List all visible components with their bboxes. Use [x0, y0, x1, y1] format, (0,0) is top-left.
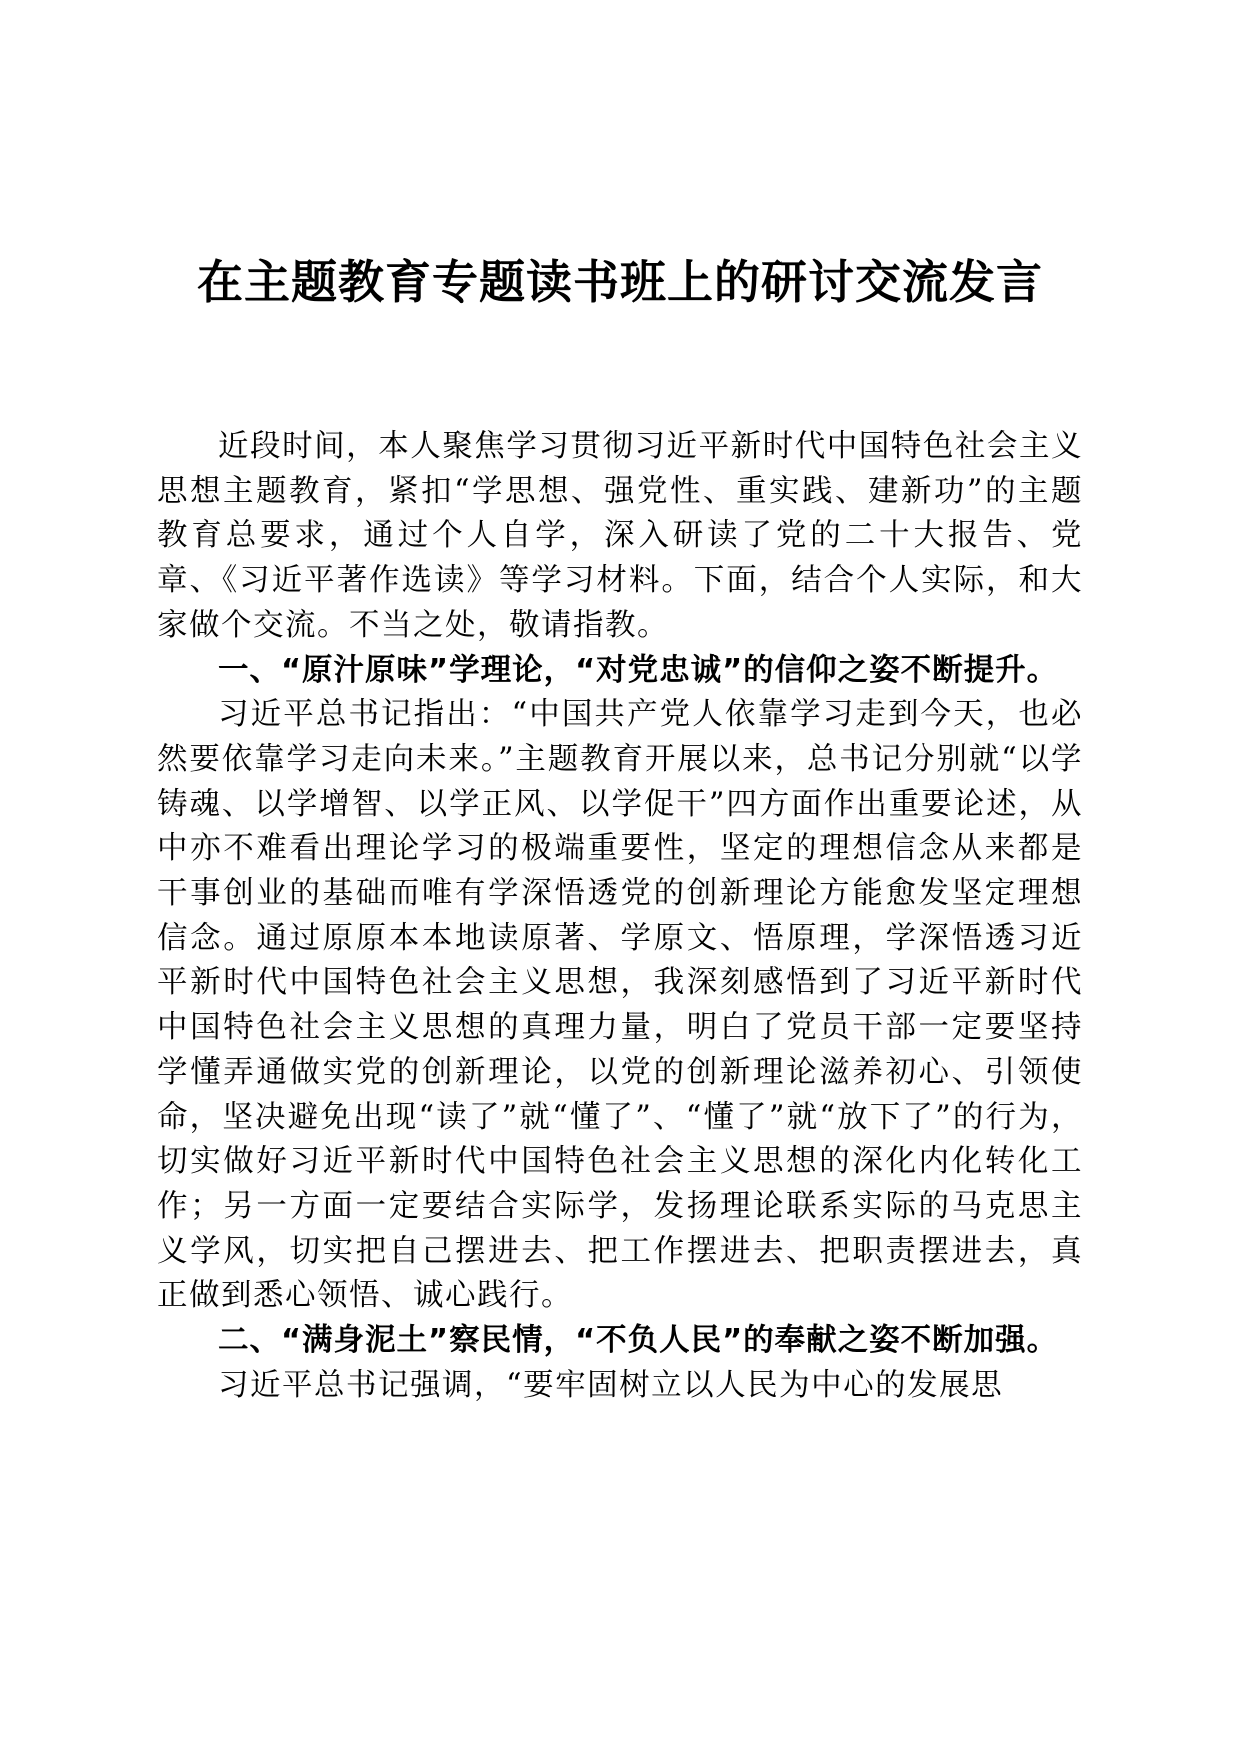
section-2-paragraph: 习近平总书记强调，“要牢固树立以人民为中心的发展思 — [218, 1367, 1004, 1403]
section-heading-1: 一、“原汁原味”学理论，“对党忠诚”的信仰之姿不断提升。 — [218, 652, 1059, 688]
document-title: 在主题教育专题读书班上的研讨交流发言 — [197, 255, 1043, 309]
document-body — [157, 425, 1083, 1408]
intro-paragraph: 近段时间，本人聚焦学习贯彻习近平新时代中国特色社会主义思想主题教育，紧扣“学思想、强党性、重实践、建新功”的主题教育总要求，通过个人自学，深入研读了党的二十大报告、党章、《习近平著作选读》等学习材料。下面，结合个人实际，和大家做个交流。不当之处，敬请指教。 — [157, 429, 1083, 643]
section-1-paragraph: 习近平总书记指出：“中国共产党人依靠学习走到今天，也必然要依靠学习走向未来。”主题教育开展以来，总书记分别就“以学铸魂、以学增智、以学正风、以学促干”四方面作出重要论述，从中亦不难看出理论学习的极端重要性，坚定的理想信念从来都是干事创业的基础而唯有学深悟透党的创新理论方能愈发坚定理想信念。通过原原本本地读原著、学原文、悟原理，学深悟透习近平新时代中国特色社会主义思想，我深刻感悟到了习近平新时代中国特色社会主义思想的真理力量，明白了党员干部一定要坚持学懂弄通做实党的创新理论，以党的创新理论滋养初心、引领使命，坚决避免出现“读了”就“懂了”、“懂了”就“放下了”的行为，切实做好习近平新时代中国特色社会主义思想的深化内化转化工作；另一方面一定要结合实际学，发扬理论联系实际的马克思主义学风，切实把自己摆进去、把工作摆进去、把职责摆进去，真正做到悉心领悟、诚心践行。 — [157, 697, 1083, 1314]
section-heading-2: 二、“满身泥土”察民情，“不负人民”的奉献之姿不断加强。 — [218, 1323, 1059, 1359]
